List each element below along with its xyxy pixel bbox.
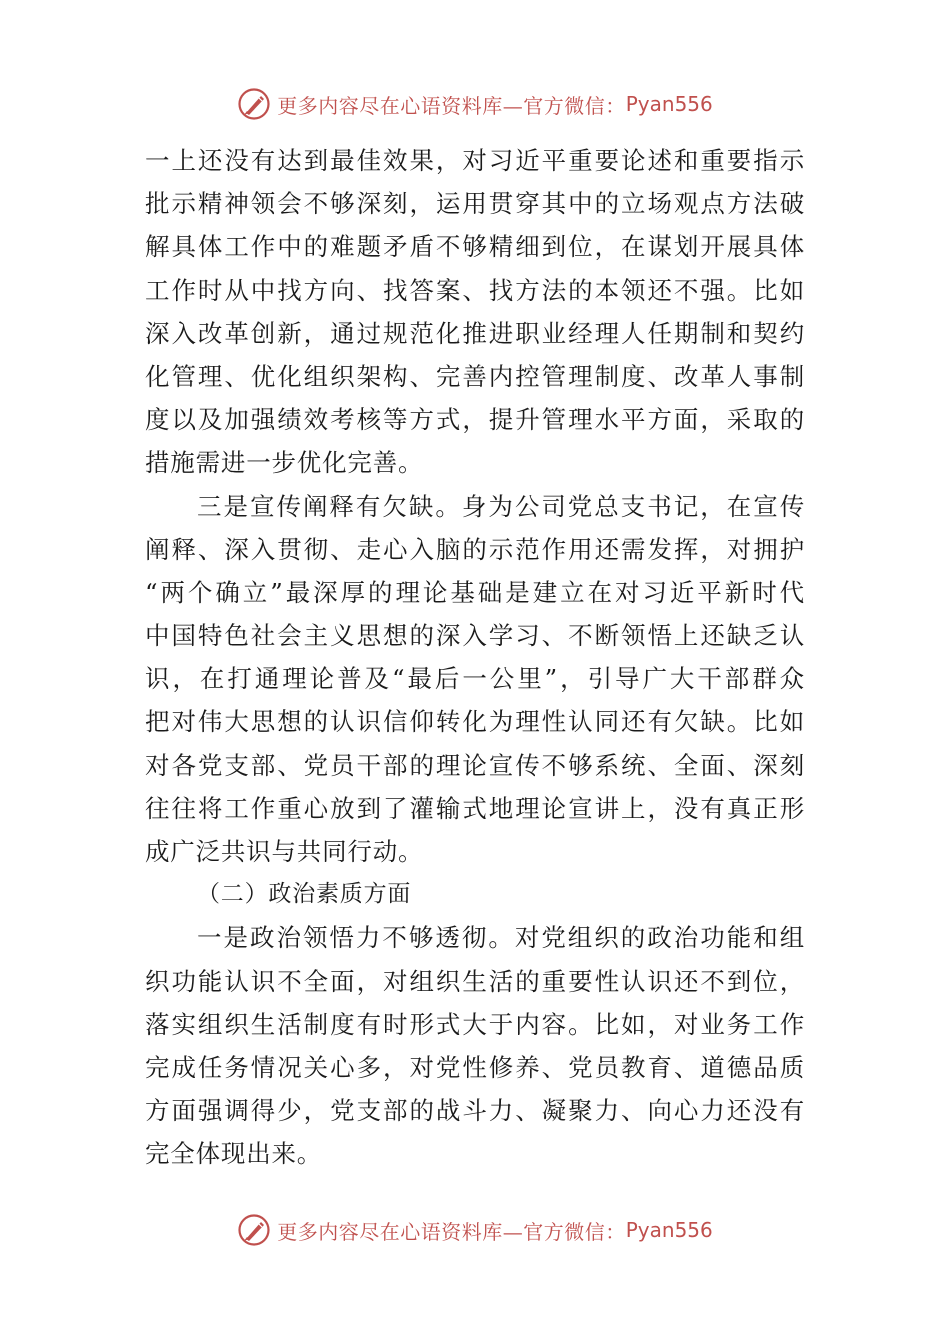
text-line: 三是宣传阐释有欠缺。身为公司党总支书记，在宣传	[197, 491, 805, 521]
text-line: 完全体现出来。	[145, 1139, 323, 1169]
text-line: 落实组织生活制度有时形式大于内容。比如，对业务工作	[145, 1009, 805, 1039]
text-line: 中国特色社会主义思想的深入学习、不断领悟上还缺乏认	[145, 621, 805, 651]
paragraph	[145, 139, 805, 485]
pen-nib-circle-icon	[237, 1213, 271, 1247]
text-line: 成广泛共识与共同行动。	[145, 837, 424, 866]
text-line: 完成任务情况关心多，对党性修养、党员教育、道德品质	[145, 1052, 805, 1082]
text-line: （二）政治素质方面	[197, 881, 412, 908]
text-line: 批示精神领会不够深刻，运用贯穿其中的立场观点方法破	[145, 189, 805, 219]
footer-banner	[0, 1210, 950, 1250]
text-line: 把对伟大思想的认识信仰转化为理性认同还有欠缺。比如	[145, 707, 805, 737]
paragraph	[145, 485, 805, 874]
banner-wechat-id: Pyan556	[625, 92, 713, 116]
text-line: 阐释、深入贯彻、走心入脑的示范作用还需发挥，对拥护	[145, 534, 805, 564]
text-line: 往往将工作重心放到了灌输式地理论宣讲上，没有真正形	[145, 793, 805, 823]
text-line: 一上还没有达到最佳效果，对习近平重要论述和重要指示	[145, 146, 805, 175]
paragraph	[145, 916, 805, 1175]
text-line: 织功能认识不全面，对组织生活的重要性认识还不到位，	[145, 966, 805, 996]
header-banner	[0, 84, 950, 124]
document-body	[145, 139, 805, 1176]
banner-wechat-id: Pyan556	[625, 1218, 713, 1242]
text-line: “两个确立”最深厚的理论基础是建立在对习近平新时代	[145, 577, 805, 607]
section-heading	[145, 873, 805, 916]
text-line: 度以及加强绩效考核等方式，提升管理水平方面，采取的	[145, 405, 805, 435]
pen-nib-circle-icon	[237, 87, 271, 121]
banner-text: 更多内容尽在心语资料库—官方微信：	[277, 1219, 626, 1244]
text-line: 化管理、优化组织架构、完善内控管理制度、改革人事制	[145, 361, 805, 391]
text-line: 识，在打通理论普及“最后一公里”，引导广大干部群众	[145, 664, 805, 694]
text-line: 工作时从中找方向、找答案、找方法的本领还不强。比如	[145, 275, 805, 305]
banner-text: 更多内容尽在心语资料库—官方微信：	[277, 93, 626, 118]
text-line: 对各党支部、党员干部的理论宣传不够系统、全面、深刻	[145, 750, 805, 780]
text-line: 措施需进一步优化完善。	[145, 448, 424, 478]
text-line: 一是政治领悟力不够透彻。对党组织的政治功能和组	[197, 923, 805, 953]
text-line: 方面强调得少，党支部的战斗力、凝聚力、向心力还没有	[145, 1096, 805, 1126]
text-line: 解具体工作中的难题矛盾不够精细到位，在谋划开展具体	[145, 232, 805, 262]
text-line: 深入改革创新，通过规范化推进职业经理人任期制和契约	[145, 318, 805, 348]
